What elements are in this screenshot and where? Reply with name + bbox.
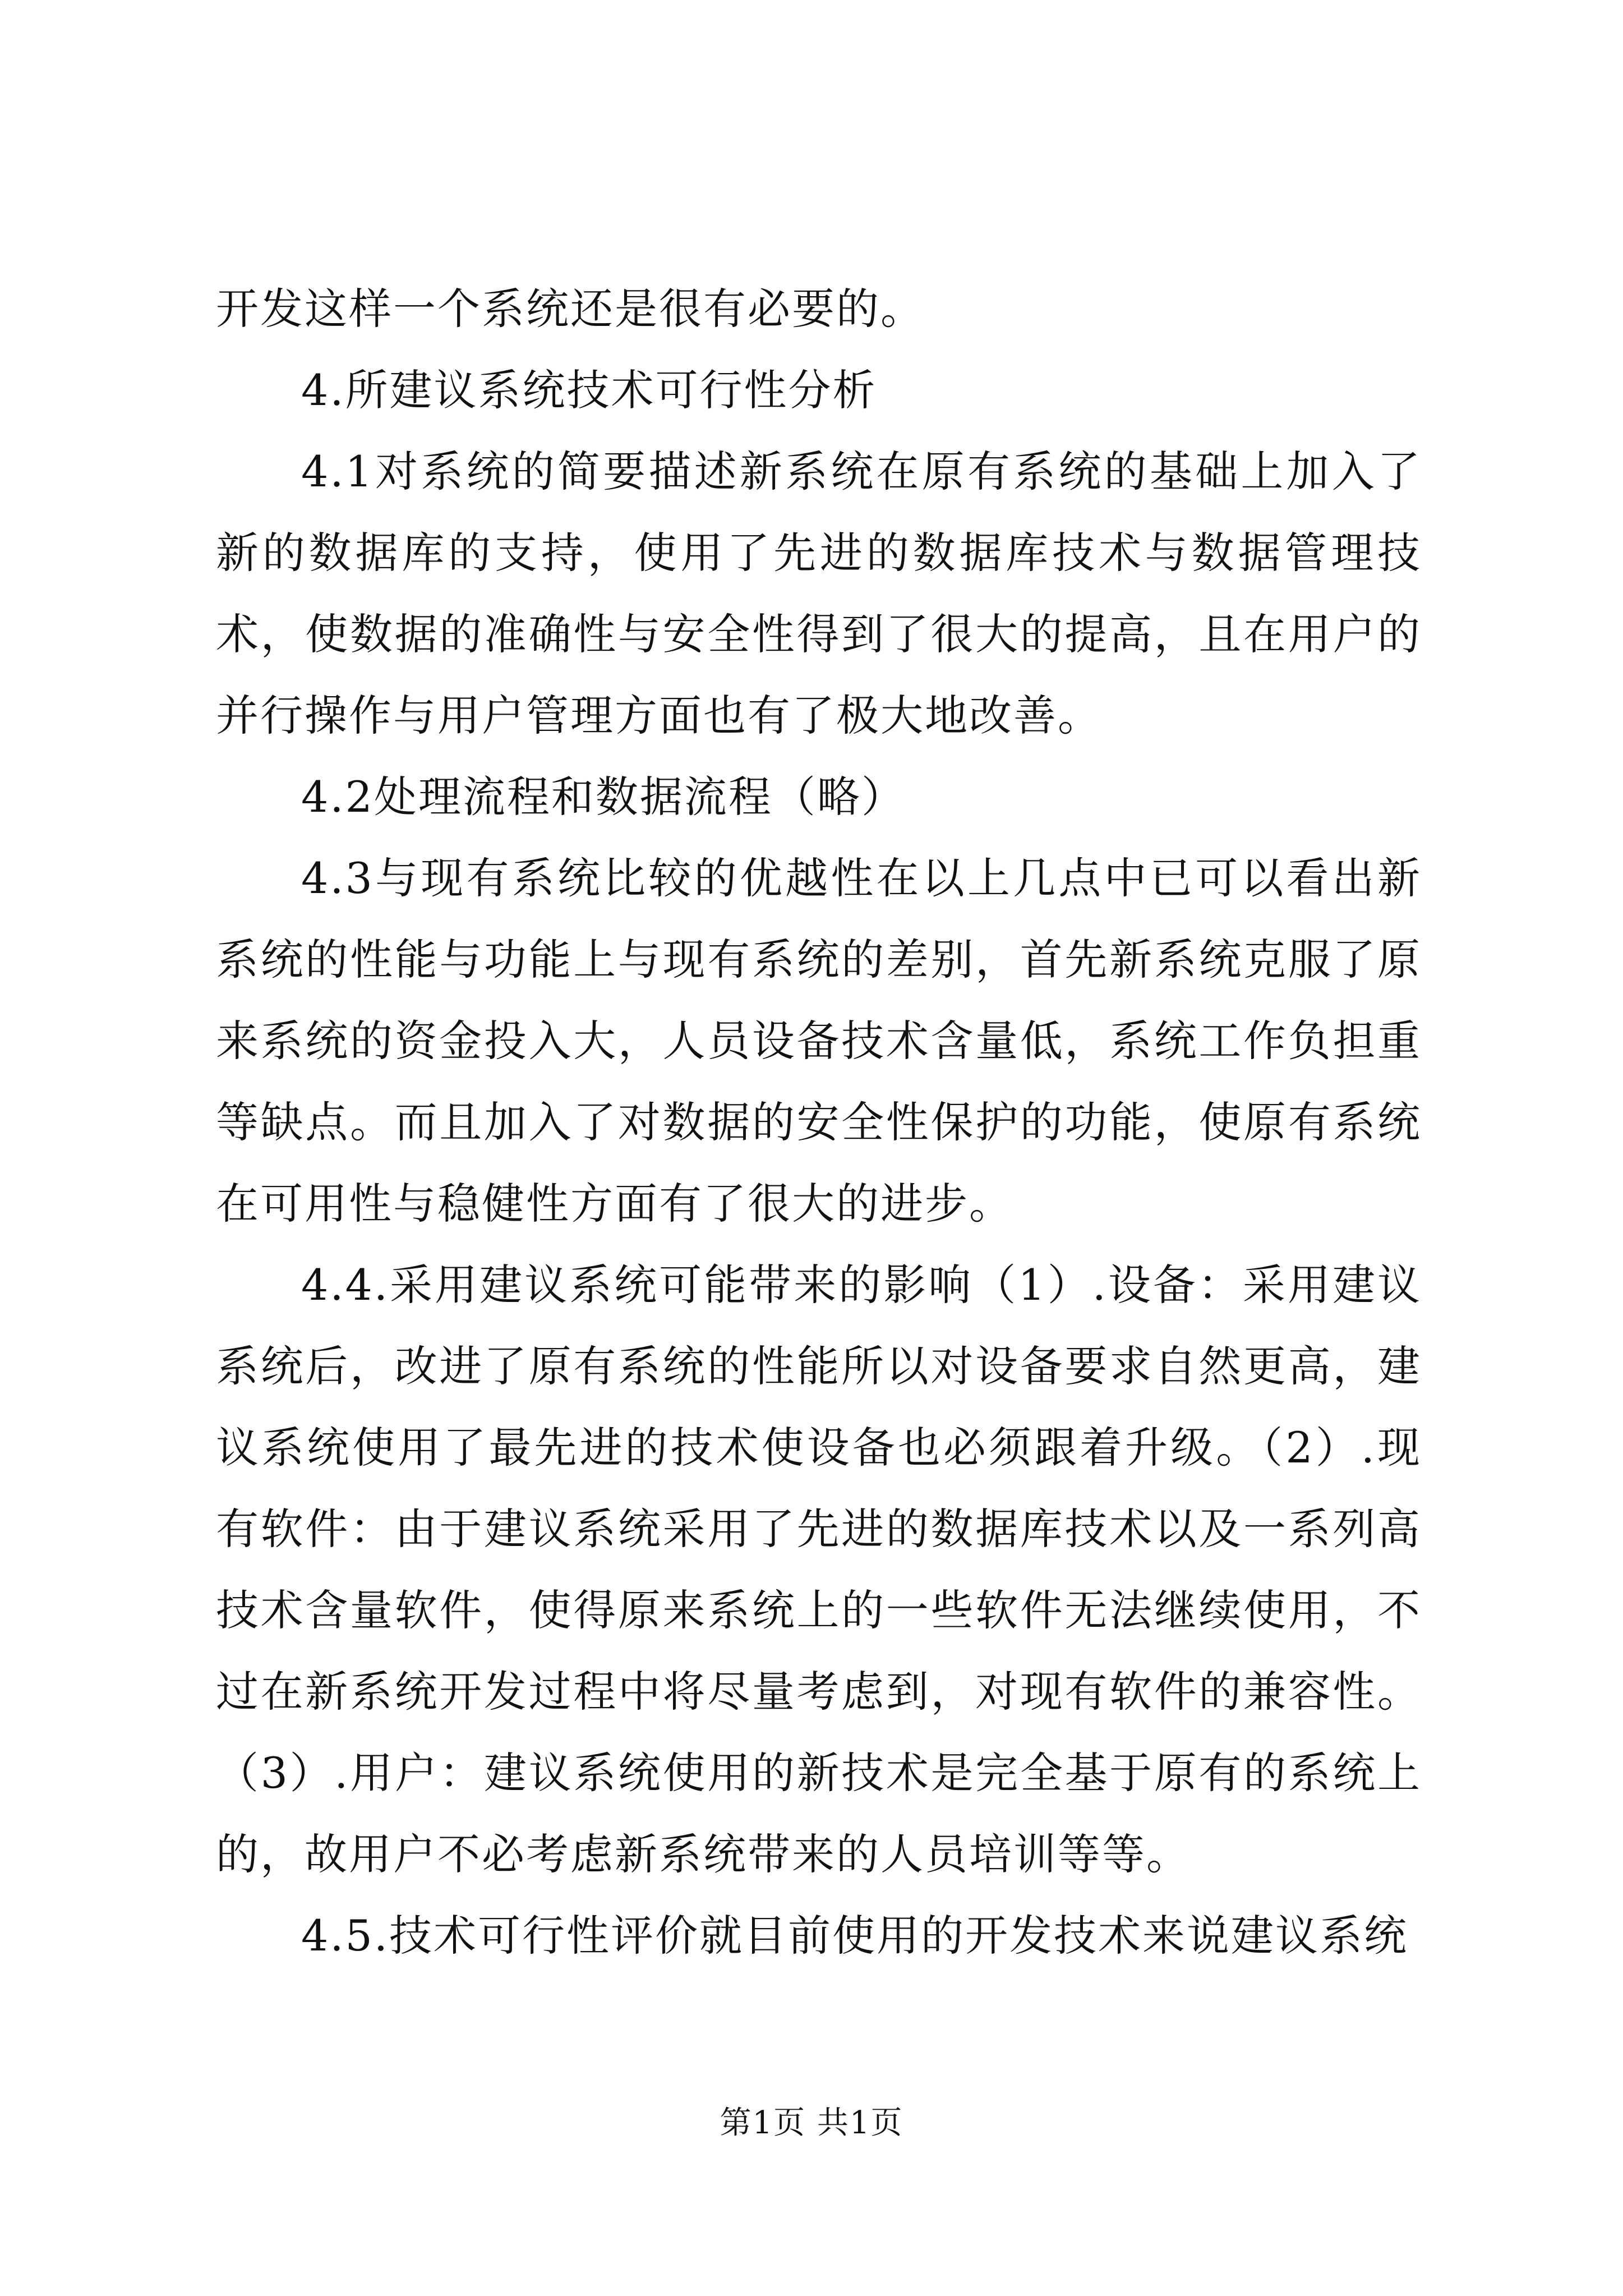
paragraph-continuation: 开发这样一个系统还是很有必要的。 bbox=[216, 284, 925, 334]
paragraph-4-3: 4.3与现有系统比较的优越性在以上几点中已可以看出新系统的性能与功能上与现有系统的差别，首先新系统克服了原来系统的资金投入大，人员设备技术含量低，系统工作负担重等缺点。而且加入了对数据的安全性保护的功能，使原有系统在可用性与稳健性方面有了很大的进步。 bbox=[216, 853, 1422, 1228]
paragraph-4-2: 4.2处理流程和数据流程（略） bbox=[301, 772, 906, 822]
paragraph-4-1: 4.1对系统的简要描述新系统在原有系统的基础上加入了新的数据库的支持，使用了先进的数据库技术与数据管理技术，使数据的准确性与安全性得到了很大的提高，且在用户的并行操作与用户管理方面也有了极大地改善。 bbox=[216, 447, 1422, 740]
paragraph-4-4: 4.4.采用建议系统可能带来的影响（1）.设备：采用建议系统后，改进了原有系统的性能所以对设备要求自然更高，建议系统使用了最先进的技术使设备也必须跟着升级。（2）.现有软件：由于建议系统采用了先进的数据库技术以及一系列高技术含量软件，使得原来系统上的一些软件无法继续使用，不过在新系统开发过程中将尽量考虑到，对现有软件的兼容性。（3）.用户：建议系统使用的新技术是完全基于原有的系统上的，故用户不必考虑新系统带来的人员培训等等。 bbox=[216, 1260, 1422, 1879]
section-heading-4: 4.所建议系统技术可行性分析 bbox=[301, 365, 877, 415]
page-footer: 第1页 共1页 bbox=[720, 2105, 903, 2141]
paragraph-4-5: 4.5.技术可行性评价就目前使用的开发技术来说建议系统 bbox=[301, 1911, 1409, 1961]
document-body bbox=[216, 268, 1422, 1976]
